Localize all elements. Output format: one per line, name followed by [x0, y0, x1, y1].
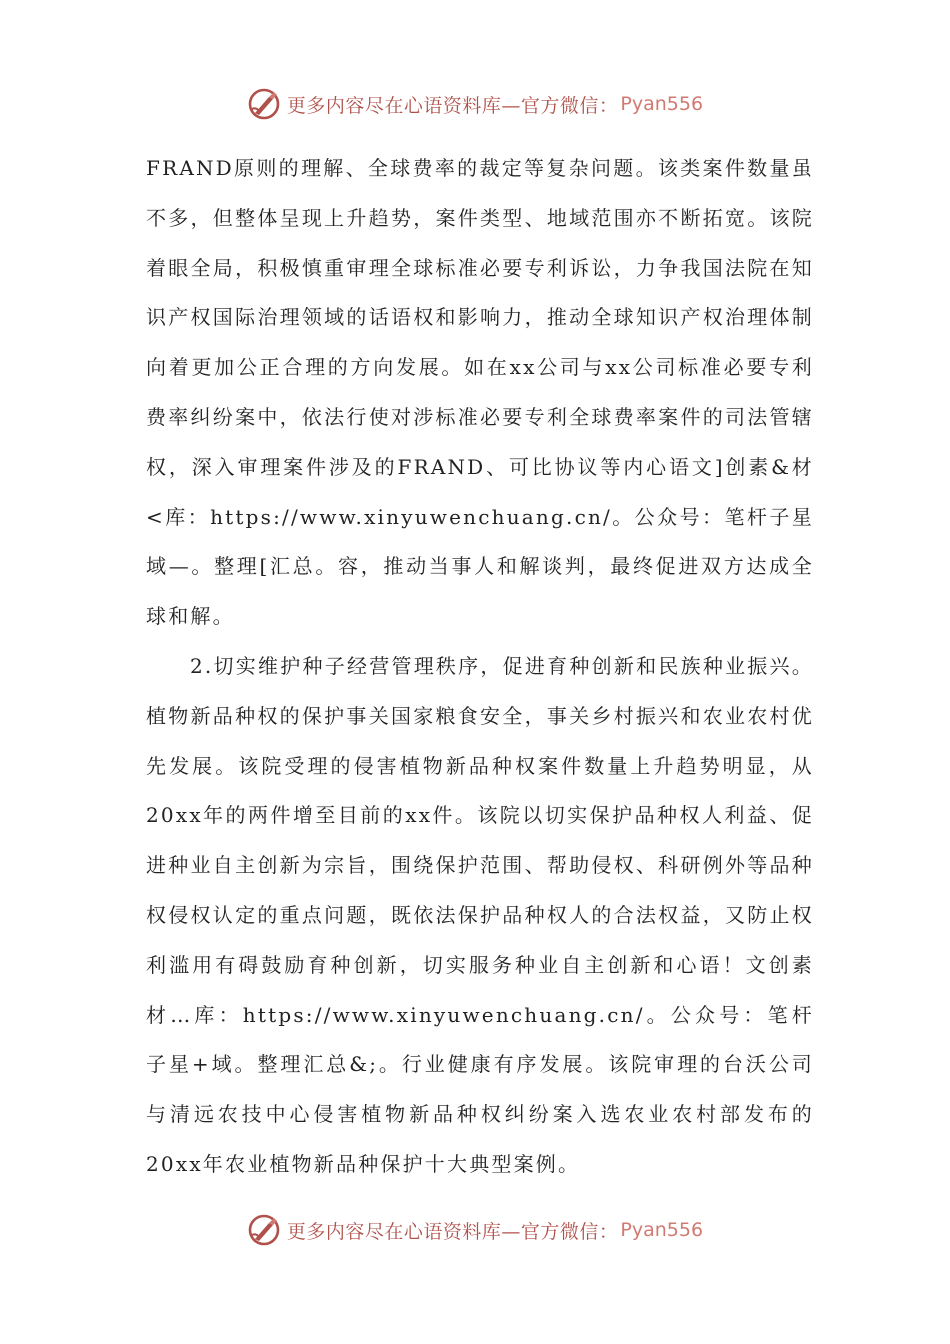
pen-logo-icon	[247, 1213, 281, 1247]
footer-banner	[0, 1210, 950, 1250]
banner-text: 更多内容尽在心语资料库—官方微信：	[286, 94, 619, 117]
header-banner	[0, 84, 950, 124]
banner-text: 更多内容尽在心语资料库—官方微信：	[286, 1220, 619, 1243]
pen-logo-icon	[247, 87, 281, 121]
document-body	[146, 144, 814, 1190]
banner-wechat-id: Pyan556	[620, 1219, 704, 1241]
body-paragraph-2: 2.切实维护种子经营管理秩序，促进育种创新和民族种业振兴。植物新品种权的保护事关国家粮食安全，事关乡村振兴和农业农村优先发展。该院受理的侵害植物新品种权案件数量上升趋势明显，从20xx年的两件增至目前的xx件。该院以切实保护品种权人利益、促进种业自主创新为宗旨，围绕保护范围、帮助侵权、科研例外等品种权侵权认定的重点问题，既依法保护品种权人的合法权益，又防止权利滥用有碍鼓励育种创新，切实服务种业自主创新和心语！文创素材…库：https://www.xinyuwenchuang.cn/。公众号：笔杆子星+域。整理汇总&;。行业健康有序发展。该院审理的台沃公司与清远农技中心侵害植物新品种权纠纷案入选农业农村部发布的20xx年农业植物新品种保护十大典型案例。	[146, 653, 814, 1176]
banner-wechat-id: Pyan556	[620, 93, 704, 115]
body-paragraph-1: FRAND原则的理解、全球费率的裁定等复杂问题。该类案件数量虽不多，但整体呈现上升趋势，案件类型、地域范围亦不断拓宽。该院着眼全局，积极慎重审理全球标准必要专利诉讼，力争我国法院在知识产权国际治理领域的话语权和影响力，推动全球知识产权治理体制向着更加公正合理的方向发展。如在xx公司与xx公司标准必要专利费率纠纷案中，依法行使对涉标准必要专利全球费率案件的司法管辖权，深入审理案件涉及的FRAND、可比协议等内心语文]创素&材<库：https://www.xinyuwenchuang.cn/。公众号：笔杆子星域—。整理[汇总。容，推动当事人和解谈判，最终促进双方达成全球和解。	[146, 156, 814, 629]
